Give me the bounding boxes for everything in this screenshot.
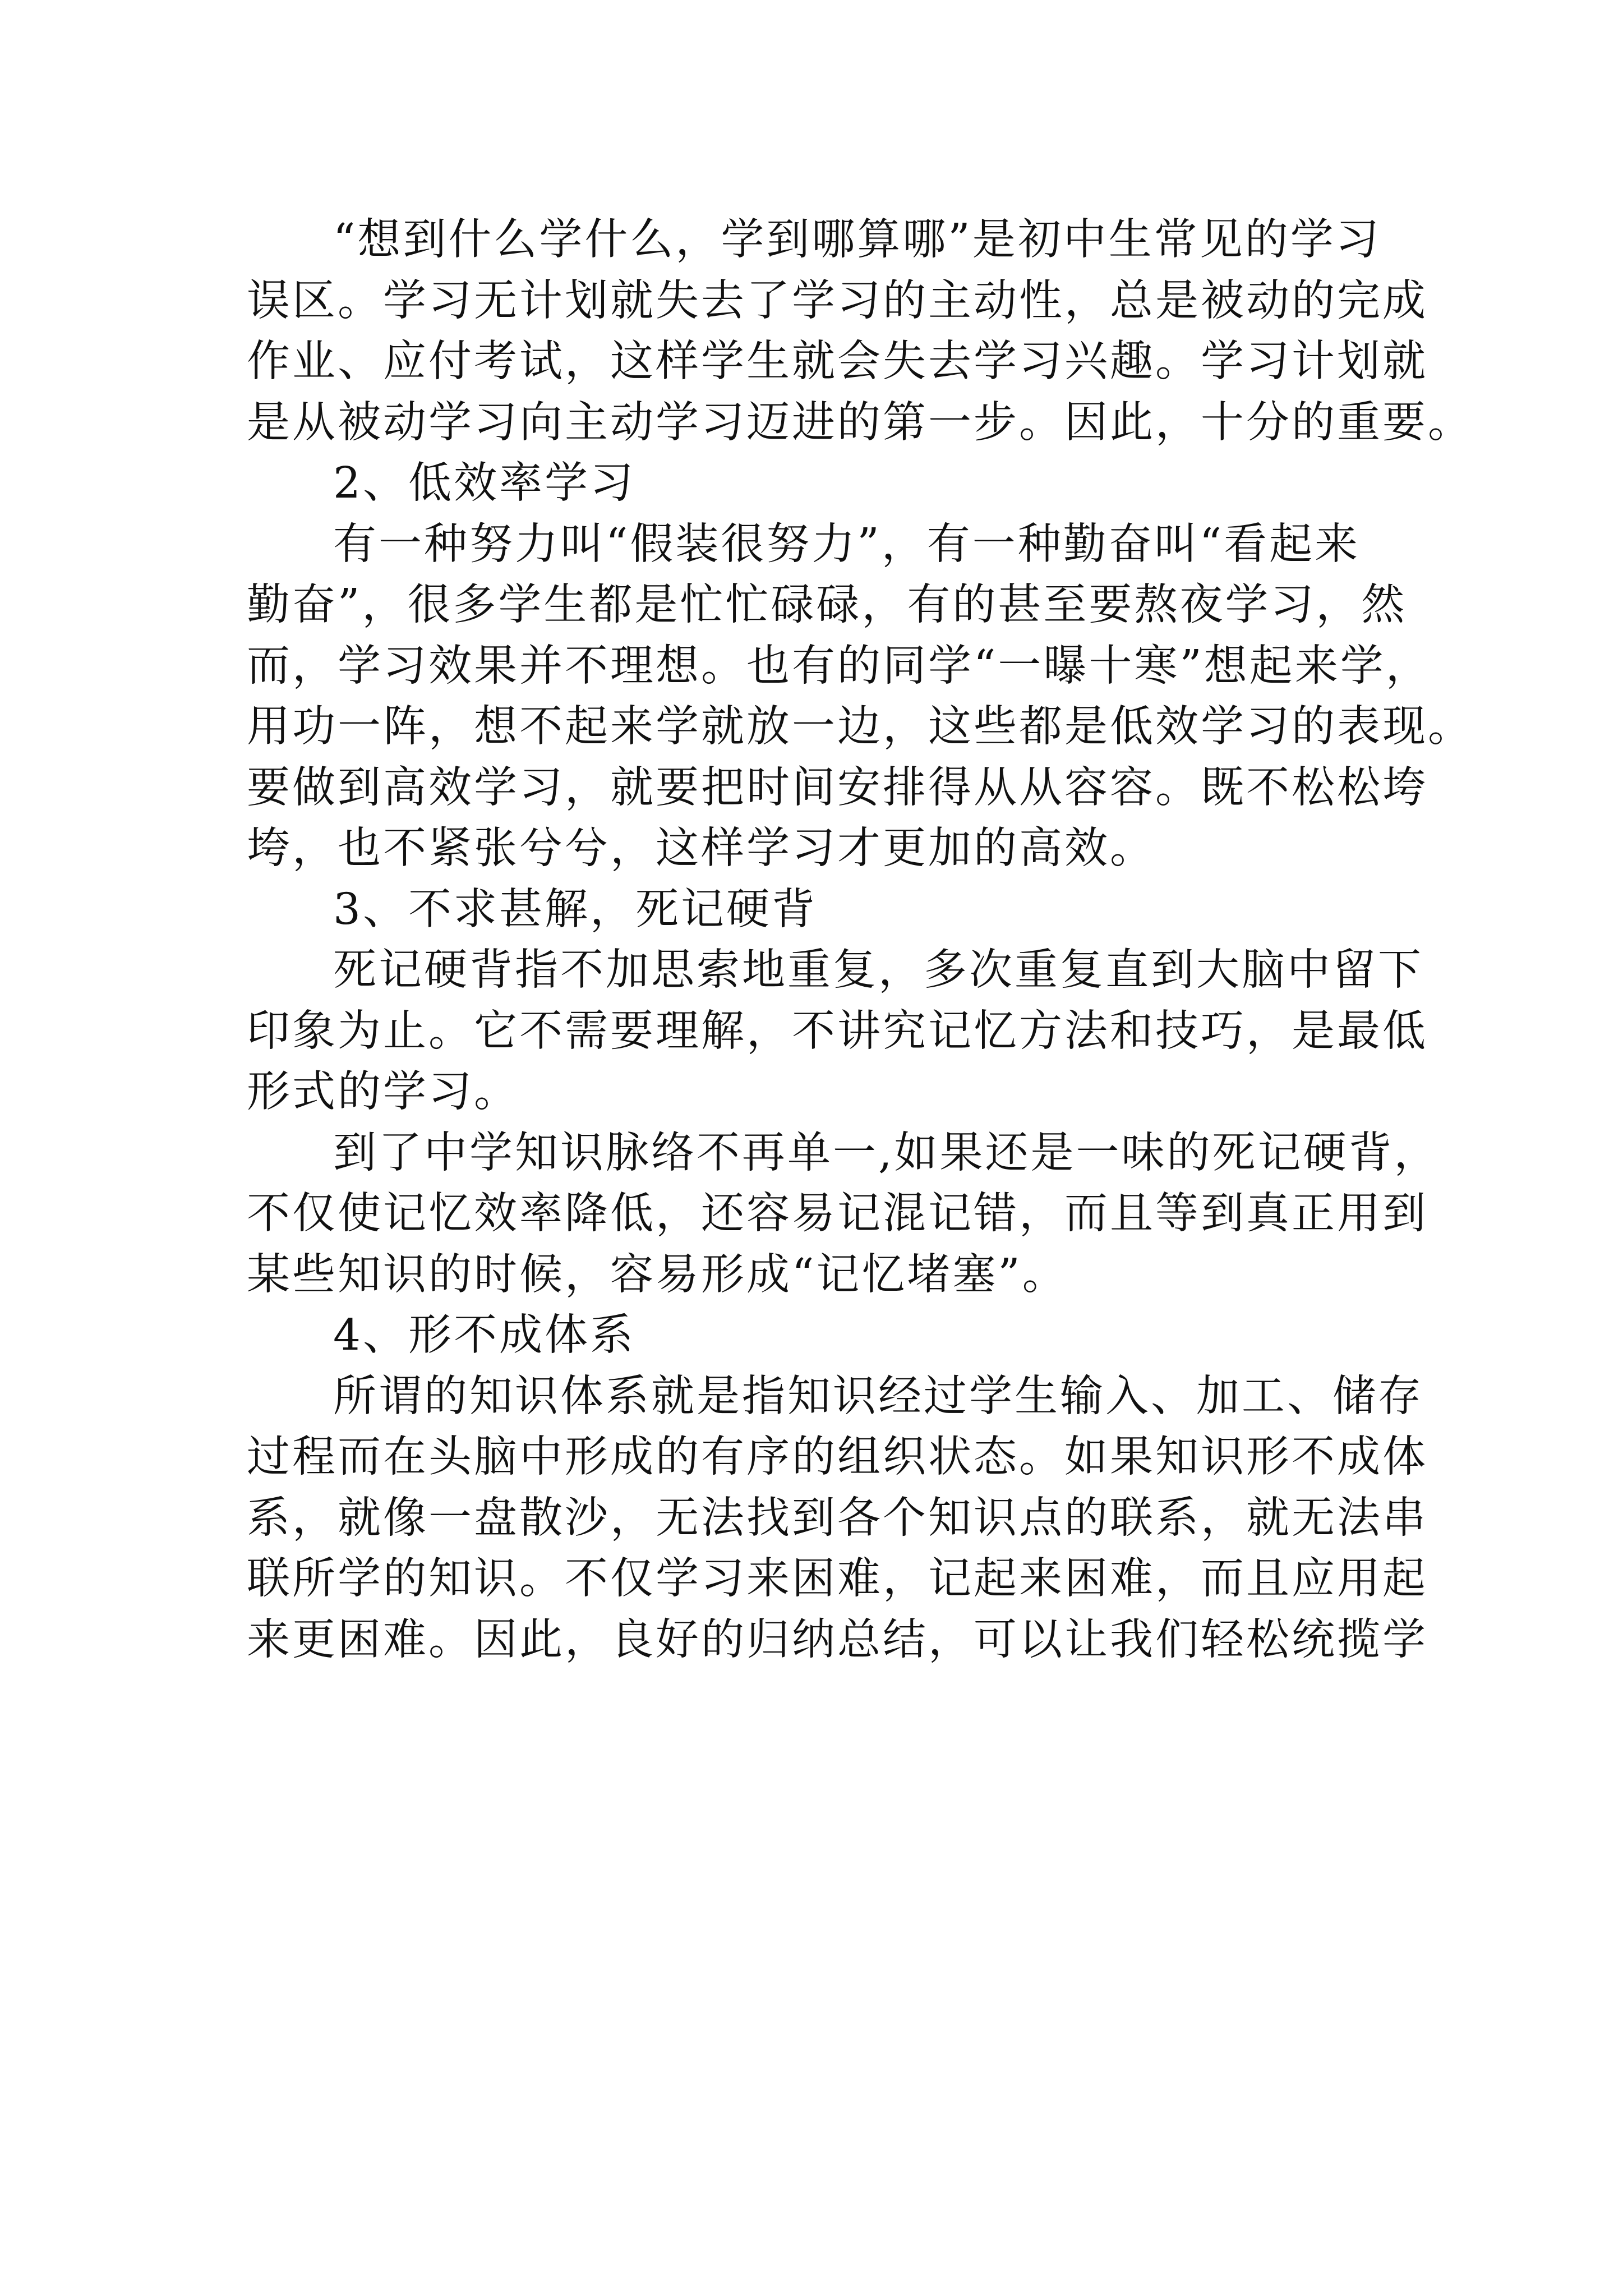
paragraph-line: 系，就像一盘散沙，无法找到各个知识点的联系，就无法串: [247, 1493, 1428, 1543]
paragraph-first-line: 2、低效率学习: [333, 458, 635, 508]
paragraph-first-line: 死记硬背指不加思索地重复，多次重复直到大脑中留下: [333, 945, 1423, 995]
paragraph-line: 联所学的知识。不仅学习来困难，记起来困难，而且应用起: [247, 1554, 1428, 1604]
document-body: [247, 210, 1473, 1671]
paragraph-first-line: “想到什么学什么，学到哪算哪”是初中生常见的学习: [333, 215, 1381, 265]
paragraph-line: 是从被动学习向主动学习迈进的第一步。因此，十分的重要。: [247, 397, 1473, 448]
paragraph-first-line: 4、形不成体系: [333, 1310, 635, 1360]
paragraph-first-line: 到了中学知识脉络不再单一,如果还是一味的死记硬背，: [333, 1128, 1440, 1178]
paragraph-first-line: 所谓的知识体系就是指知识经过学生输入、加工、储存: [333, 1371, 1423, 1421]
paragraph-line: 用功一阵，想不起来学就放一边，这些都是低效学习的表现。: [247, 702, 1473, 752]
paragraph-line: 某些知识的时候，容易形成“记忆堵塞”。: [247, 1249, 1068, 1300]
paragraph-line: 形式的学习。: [247, 1067, 519, 1117]
paragraph-line: 不仅使记忆效率降低，还容易记混记错，而且等到真正用到: [247, 1189, 1428, 1239]
paragraph-line: 过程而在头脑中形成的有序的组织状态。如果知识形不成体: [247, 1432, 1428, 1482]
paragraph-first-line: 3、不求甚解，死记硬背: [333, 884, 817, 935]
paragraph-line: 要做到高效学习，就要把时间安排得从从容容。既不松松垮: [247, 762, 1428, 813]
paragraph-line: 误区。学习无计划就失去了学习的主动性，总是被动的完成: [247, 275, 1428, 326]
paragraph-first-line: 有一种努力叫“假装很努力”，有一种勤奋叫“看起来: [333, 519, 1361, 569]
paragraph-line: 而，学习效果并不理想。也有的同学“一曝十寒”想起来学，: [247, 641, 1431, 691]
paragraph-line: 垮，也不紧张兮兮，这样学习才更加的高效。: [247, 823, 1155, 873]
paragraph-line: 勤奋”，很多学生都是忙忙碌碌，有的甚至要熬夜学习，然: [247, 580, 1407, 630]
paragraph-line: 作业、应付考试，这样学生就会失去学习兴趣。学习计划就: [247, 337, 1428, 386]
paragraph-line: 来更困难。因此，良好的归纳总结，可以让我们轻松统揽学: [247, 1614, 1428, 1665]
paragraph-line: 印象为止。它不需要理解，不讲究记忆方法和技巧，是最低: [247, 1006, 1428, 1056]
